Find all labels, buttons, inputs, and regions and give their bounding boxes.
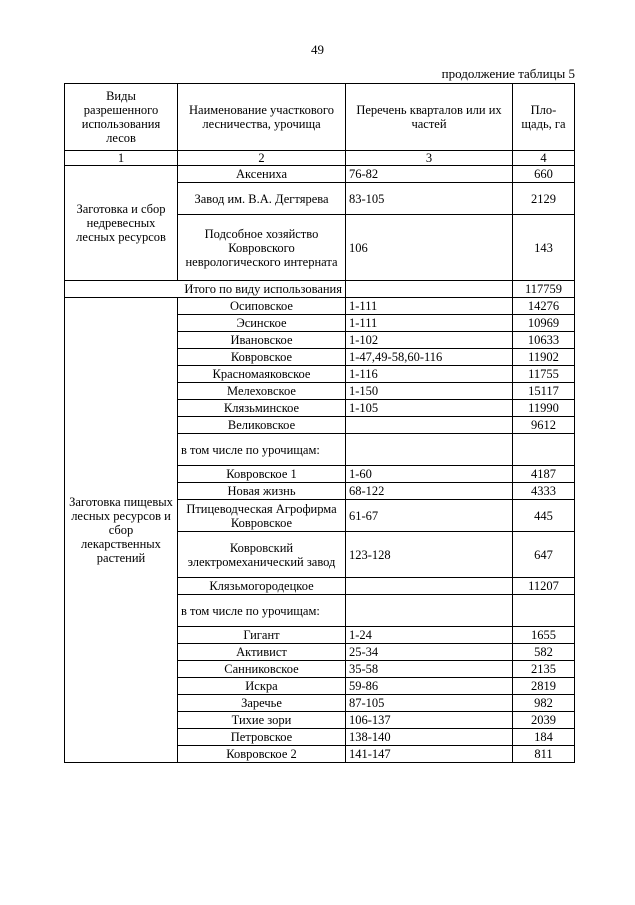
- forestry-name-cell: Клязьмогородецкое: [178, 578, 346, 595]
- quarters-cell: 138-140: [346, 729, 513, 746]
- table-header-row: [65, 84, 575, 151]
- quarters-cell: 1-116: [346, 366, 513, 383]
- table-row: [65, 298, 575, 315]
- forestry-name-cell: Аксениха: [178, 166, 346, 183]
- quarters-cell: 106: [346, 215, 513, 281]
- area-cell: 582: [513, 644, 575, 661]
- area-cell: 11755: [513, 366, 575, 383]
- forestry-name-cell: Подсобное хозяйство Ковровского неврологического интерната: [178, 215, 346, 281]
- area-cell: 184: [513, 729, 575, 746]
- area-cell: 647: [513, 532, 575, 578]
- area-cell: 11902: [513, 349, 575, 366]
- forestry-name-cell: Клязьминское: [178, 400, 346, 417]
- forestry-name-cell: Осиповское: [178, 298, 346, 315]
- quarters-cell: [346, 417, 513, 434]
- quarters-cell: 1-24: [346, 627, 513, 644]
- total-label: Итого по виду использования: [65, 281, 346, 298]
- area-cell: [513, 595, 575, 627]
- forestry-name-cell: Красномаяковское: [178, 366, 346, 383]
- quarters-cell: 35-58: [346, 661, 513, 678]
- header-use-type: Виды разрешенного использования лесов: [65, 84, 178, 151]
- table-row: [65, 166, 575, 183]
- quarters-cell: 106-137: [346, 712, 513, 729]
- quarters-cell: [346, 281, 513, 298]
- area-cell: 982: [513, 695, 575, 712]
- area-cell: 10969: [513, 315, 575, 332]
- area-cell: 445: [513, 500, 575, 532]
- quarters-cell: 76-82: [346, 166, 513, 183]
- total-area-cell: 117759: [513, 281, 575, 298]
- area-cell: 9612: [513, 417, 575, 434]
- area-cell: 14276: [513, 298, 575, 315]
- quarters-cell: 87-105: [346, 695, 513, 712]
- quarters-cell: 59-86: [346, 678, 513, 695]
- subgroup-heading: в том числе по урочищам:: [178, 595, 346, 627]
- area-cell: 10633: [513, 332, 575, 349]
- quarters-cell: 1-102: [346, 332, 513, 349]
- column-number: 2: [178, 151, 346, 166]
- quarters-cell: 68-122: [346, 483, 513, 500]
- column-number: 1: [65, 151, 178, 166]
- quarters-cell: [346, 434, 513, 466]
- area-cell: 660: [513, 166, 575, 183]
- forestry-name-cell: Ивановское: [178, 332, 346, 349]
- forestry-name-cell: Завод им. В.А. Дегтярева: [178, 183, 346, 215]
- quarters-cell: 1-111: [346, 315, 513, 332]
- use-type-cell: Заготовка пищевых лесных ресурсов и сбор лекарственных растений: [65, 298, 178, 763]
- quarters-cell: 1-150: [346, 383, 513, 400]
- forestry-name-cell: Ковровское: [178, 349, 346, 366]
- use-type-cell: Заготовка и сбор недревесных лесных ресурсов: [65, 166, 178, 281]
- area-cell: 15117: [513, 383, 575, 400]
- forestry-name-cell: Новая жизнь: [178, 483, 346, 500]
- area-cell: 1655: [513, 627, 575, 644]
- area-cell: 11990: [513, 400, 575, 417]
- area-cell: 2129: [513, 183, 575, 215]
- forestry-name-cell: Активист: [178, 644, 346, 661]
- forestry-name-cell: Гигант: [178, 627, 346, 644]
- quarters-cell: 1-105: [346, 400, 513, 417]
- column-number-row: [65, 151, 575, 166]
- forestry-name-cell: Мелеховское: [178, 383, 346, 400]
- forestry-name-cell: Ковровское 2: [178, 746, 346, 763]
- area-cell: 11207: [513, 578, 575, 595]
- area-cell: 2819: [513, 678, 575, 695]
- quarters-cell: 61-67: [346, 500, 513, 532]
- column-number: 4: [513, 151, 575, 166]
- forestry-name-cell: Тихие зори: [178, 712, 346, 729]
- header-forestry-name: Наименование участкового лесничества, урочища: [178, 84, 346, 151]
- quarters-cell: 123-128: [346, 532, 513, 578]
- quarters-cell: 25-34: [346, 644, 513, 661]
- subgroup-heading: в том числе по урочищам:: [178, 434, 346, 466]
- quarters-cell: 83-105: [346, 183, 513, 215]
- area-cell: [513, 434, 575, 466]
- forestry-name-cell: Великовское: [178, 417, 346, 434]
- quarters-cell: 1-60: [346, 466, 513, 483]
- quarters-cell: 1-111: [346, 298, 513, 315]
- area-cell: 143: [513, 215, 575, 281]
- forest-use-table: [64, 83, 575, 763]
- column-number: 3: [346, 151, 513, 166]
- quarters-cell: 141-147: [346, 746, 513, 763]
- area-cell: 811: [513, 746, 575, 763]
- area-cell: 2039: [513, 712, 575, 729]
- header-area: Пло-щадь, га: [513, 84, 575, 151]
- area-cell: 4333: [513, 483, 575, 500]
- forestry-name-cell: Искра: [178, 678, 346, 695]
- total-row: [65, 281, 575, 298]
- forestry-name-cell: Ковровский электромеханический завод: [178, 532, 346, 578]
- table-continuation-label: продолжение таблицы 5: [441, 66, 575, 81]
- forestry-name-cell: Заречье: [178, 695, 346, 712]
- quarters-cell: [346, 595, 513, 627]
- area-cell: 4187: [513, 466, 575, 483]
- quarters-cell: 1-47,49-58,60-116: [346, 349, 513, 366]
- quarters-cell: [346, 578, 513, 595]
- area-cell: 2135: [513, 661, 575, 678]
- page-number: 49: [311, 42, 324, 57]
- forestry-name-cell: Птицеводческая Агрофирма Ковровское: [178, 500, 346, 532]
- forestry-name-cell: Петровское: [178, 729, 346, 746]
- header-quarters: Перечень кварталов или их частей: [346, 84, 513, 151]
- forestry-name-cell: Эсинское: [178, 315, 346, 332]
- forestry-name-cell: Ковровское 1: [178, 466, 346, 483]
- forestry-name-cell: Санниковское: [178, 661, 346, 678]
